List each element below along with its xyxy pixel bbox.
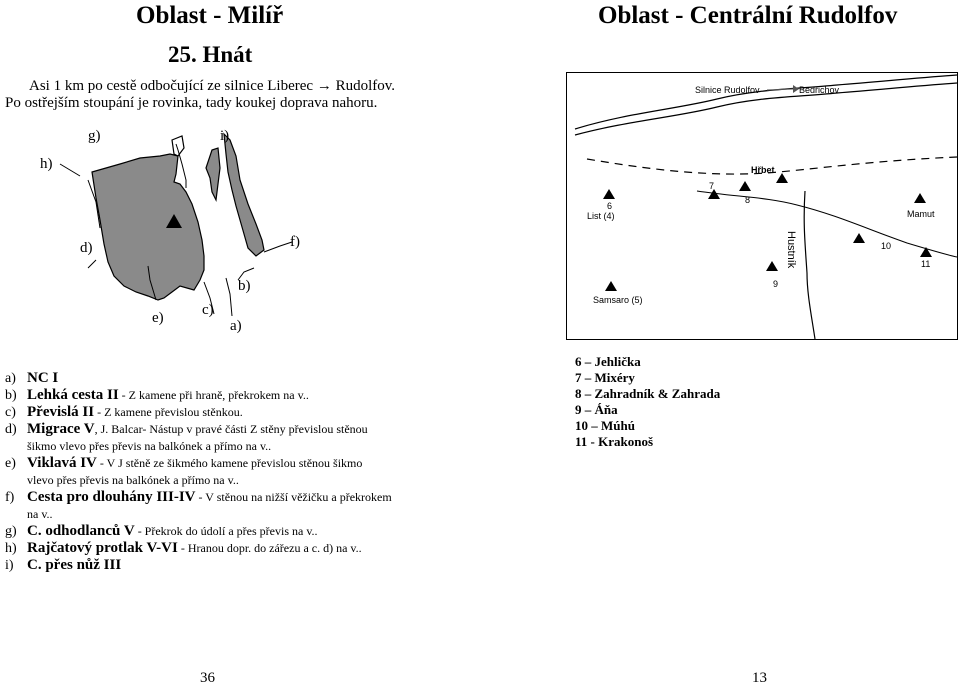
label-h: h)	[40, 156, 53, 172]
map-rock-num: 9	[773, 279, 779, 289]
rock-topo-diagram	[0, 120, 330, 340]
map-rock-name: Samsaro (5)	[593, 295, 643, 305]
rock-marker-icon	[603, 189, 615, 199]
route-item: d) Migrace V, J. Balcar- Nástup v pravé části Z stěny převislou stěnou	[5, 421, 368, 437]
route-desc-cont: na v..	[27, 507, 53, 521]
rock-marker-icon	[920, 247, 932, 257]
route-item: a) NC I	[5, 370, 59, 386]
route-item: f) Cesta pro dlouhány III-IV - V stěnou na nižší věžičku a překrokem	[5, 489, 392, 505]
rock-marker-icon	[914, 193, 926, 203]
rock-marker-icon	[766, 261, 778, 271]
rock-marker-icon	[605, 281, 617, 291]
rock-marker-icon	[853, 233, 865, 243]
map-rock-name: Mamut	[907, 209, 935, 219]
rock-list-item: 8 – Zahradník & Zahrada	[575, 386, 721, 401]
rock-list-item: 10 – Múhú	[575, 418, 635, 433]
map-rock-name: List (4)	[587, 211, 615, 221]
rock-list-item: 9 – Áňa	[575, 402, 618, 417]
map-rock-num: 11	[921, 259, 931, 269]
route-item: i) C. přes nůž III	[5, 557, 122, 573]
route-item: h) Rajčatový protlak V-VI - Hranou dopr. do zářezu a c. d) na v..	[5, 540, 362, 556]
map-stream: Hustník	[785, 231, 797, 269]
intro-line-2: Po ostřejším stoupání je rovinka, tady koukej doprava nahoru.	[5, 95, 378, 111]
label-d: d)	[80, 240, 93, 256]
rock-block-main	[92, 154, 204, 300]
map-road-from: Silnice Rudolfov	[695, 85, 760, 95]
map-rock-num: 7	[709, 181, 715, 191]
route-item: g) C. odhodlanců V - Překrok do údolí a přes převis na v..	[5, 523, 318, 539]
rock-tower-i	[224, 134, 264, 256]
map-rock-num: 6	[607, 201, 613, 211]
rock-tower-g	[206, 148, 220, 200]
rock-marker-icon	[739, 181, 751, 191]
map-road-to: Bedřichov	[799, 85, 840, 95]
label-i: i)	[220, 128, 230, 144]
label-f: f)	[290, 234, 300, 250]
intro-line-1	[29, 78, 395, 95]
rock-marker-icon	[776, 173, 788, 183]
rock-list-item: 6 – Jehlička	[575, 354, 641, 369]
route-desc-cont: šikmo vlevo přes převis na balkónek a přímo na v..	[27, 439, 272, 453]
area-title-right: Oblast - Centrální Rudolfov	[598, 2, 898, 29]
label-c: c)	[202, 302, 214, 318]
rock-list-item: 11 - Krakonoš	[575, 434, 654, 449]
label-g: g)	[88, 128, 101, 144]
map-ridge: Hřbet	[751, 165, 775, 175]
page-number-left: 36	[200, 670, 215, 686]
area-map	[566, 72, 958, 340]
route-item: b) Lehká cesta II - Z kamene při hraně, překrokem na v..	[5, 387, 309, 403]
route-desc-cont: vlevo přes převis na balkónek a přímo na v..	[27, 473, 239, 487]
arrow-right-icon: →	[316, 78, 332, 94]
label-b: b)	[238, 278, 251, 294]
map-rock-num: 10	[881, 241, 892, 251]
label-e: e)	[152, 310, 164, 326]
area-title-left: Oblast - Milíř	[136, 2, 284, 29]
route-item: c) Převislá II - Z kamene převislou stěnkou.	[5, 404, 243, 420]
rock-list	[575, 354, 720, 450]
label-a: a)	[230, 318, 242, 334]
map-rock-num: 8	[745, 195, 751, 205]
route-list	[5, 370, 425, 574]
rock-list-item: 7 – Mixéry	[575, 370, 635, 385]
intro-text-end: Rudolfov.	[335, 78, 396, 94]
route-title: 25. Hnát	[168, 42, 253, 67]
page-number-right: 13	[752, 670, 767, 686]
route-item: e) Viklavá IV - V J stěně ze šikmého kamene převislou stěnou šikmo	[5, 455, 363, 471]
intro-text: Asi 1 km po cestě odbočující ze silnice Liberec	[29, 78, 314, 94]
